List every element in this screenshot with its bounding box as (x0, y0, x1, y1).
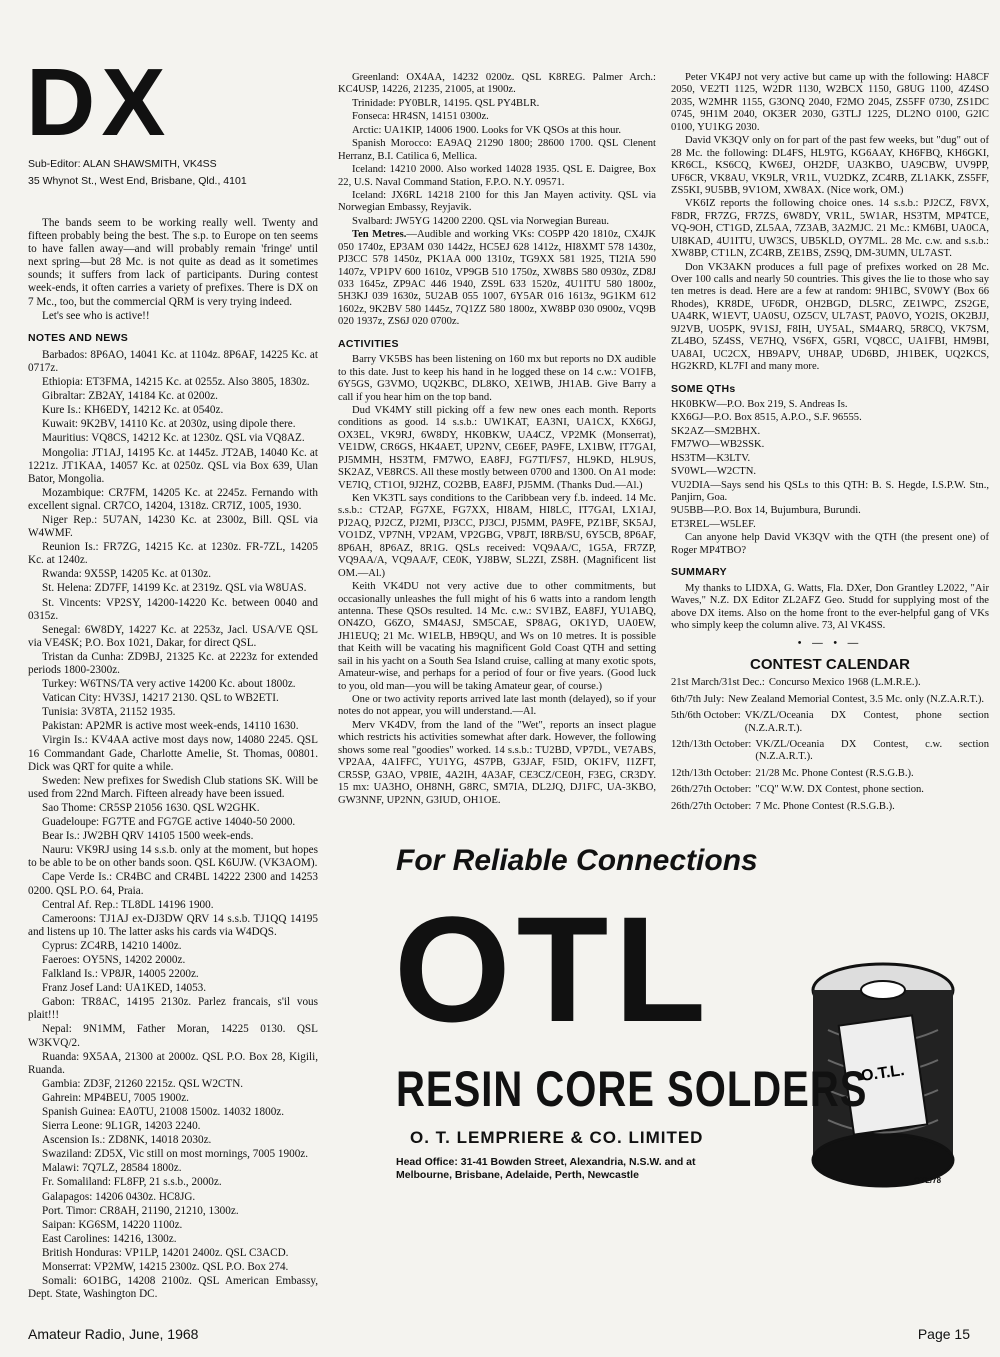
notes-item: Cyprus: ZC4RB, 14210 1400z. (42, 939, 182, 952)
ad-brand-logo: OTL (394, 885, 712, 1053)
summary-text: My thanks to LIDXA, G. Watts, Fla. DXer, Don Grantley L2022, "Air Waves," N.Z. DX Editor ZL2AFZ Geo. Studd for supplying most of the above DX items. Also on the home front to the ever-helpful gang of VKs who simply keep the column alive. 73, Al VK4SS. (671, 582, 989, 631)
sub-editor-address: 35 Whynot St., West End, Brisbane, Qld., 4101 (28, 175, 247, 187)
ad-company: O. T. LEMPRIERE & CO. LIMITED (410, 1128, 704, 1147)
calendar-date: 6th/7th July: (671, 693, 725, 705)
column-right (671, 72, 989, 817)
calendar-date: 26th/27th October: (671, 784, 752, 796)
notes-item: Gabon: TR8AC, 14195 2130z. Parlez francais, s'il vous plait!!! (28, 996, 318, 1022)
notes-item: British Honduras: VP1LP, 14201 2400z. QSL C3ACD. (42, 1246, 289, 1259)
intro-paragraph: The bands seem to be working really well. Twenty and fifteen probably being the best. The s.p. to Europe on ten seems to have fallen away—and will probably remain 'fringe' until next spring—but 28 Mc. is not quite as dead as it sometimes sounds; it suffers from lack of participants. During contest week-ends, it often carries a variety of prefixes. There is DX on 7 Mc., too, but the commercial QRM is very trying indeed. (28, 217, 318, 308)
activity-paragraph: Keith VK4DU not very active due to other commitments, but occasionally unleashes the full might of his 6 watts into a random length antenna. These QSOs resulted. 14 Mc. c.w.: SV1BZ, EA8FJ, YU1ABQ, ON4ZO, G6ZO, SM4ASJ, SM5CAE, SP8AG, OK1YD, UA0EW, JH1EUQ; 21 Mc. W1ELB, HB9QU, and Ws on 10 metres. It is possible that Keith will be vacating his magnificent Gold Coast QTH and setting sail in his yacht on a South Sea Island cruise, calling at many exotic spots, Amateur-wise, and perhaps for a period of four or five years. (Good luck to you, old man—you will be taking Amateur gear, of course.) (338, 581, 656, 692)
sub-editor-block (28, 156, 328, 190)
notes-item: Kure Is.: KH6EDY, 14212 Kc. at 0540z. (42, 404, 224, 417)
notes-item: Malawi: 7Q7LZ, 28584 1800z. (42, 1162, 182, 1175)
notes-item: Turkey: W6TNS/TA very active 14200 Kc. about 1800z. (42, 678, 296, 691)
notes-item: Fonseca: HR4SN, 14151 0300z. (352, 111, 489, 123)
calendar-entry (671, 801, 989, 813)
notes-item: Virgin Is.: KV4AA active most days now, 14080 2245. QSL 16 Commandant Gade, Charlotte Amelie, St. Thomas, 00801. Dick was QRT for quite a while. (28, 734, 318, 773)
notes-item: Port. Timor: CR8AH, 21190, 21210, 1300z. (42, 1204, 239, 1217)
notes-item: Trinidade: PY0BLR, 14195. QSL PY4BLR. (352, 97, 540, 109)
ten-metres-text: —Audible and working VKs: CO5PP 420 1810z, CX4JK 050 1740z, EP3AM 030 1442z, HC5EJ 628 1412z, HI8XMT 578 1430z, PJ3CC 578 1450z, PK1AA 000 1310z, TG9XX 581 1925, TI2IA 590 1407z, VP1PV 600 1610z, VP9GB 510 1750z, XW8BS 580 0930z, ZD8J 033 1645z, ZP9AC 446 1940, ZS9L 633 1520z, 4U1ITU 580 1800z, 5H3KJ 039 1630z, 5U2AB 055 1007, 6Y5AR 016 1613z, 9G1KM 612 1602z, 9K2BV 580 1445z, 7Q1ZZ 580 1800z, XW8BP 030 0900z, VQ9B 020 1937z, ZS6J 020 0700z. (338, 229, 656, 328)
notes-item: Ethiopia: ET3FMA, 14215 Kc. at 0255z. Also 3805, 1830z. (42, 376, 310, 389)
activities-heading: ACTIVITIES (338, 337, 399, 350)
notes-item: Mozambique: CR7FM, 14205 Kc. at 2245z. Fernando with excellent signal. CR7CO, 14204, 1318z. CR7IZ, 1005, 1930. (28, 486, 318, 512)
calendar-entry (671, 677, 989, 689)
notes-item: Tunisia: 3V8TA, 21152 1935. (42, 706, 176, 719)
calendar-date: 12th/13th October: (671, 739, 752, 750)
notes-item: Falkland Is.: VP8JR, 14005 2200z. (42, 968, 199, 981)
notes-item: Gambia: ZD3F, 21260 2215z. QSL W2CTN. (42, 1077, 244, 1090)
notes-item: Gibraltar: ZB2AY, 14184 Kc. at 0200z. (42, 390, 218, 403)
calendar-event: Concurso Mexico 1968 (L.M.R.E.). (768, 677, 921, 689)
summary-heading: SUMMARY (671, 566, 727, 579)
notes-heading: NOTES AND NEWS (28, 331, 129, 344)
activity-paragraph: One or two activity reports arrived late last month (delayed), so if your notes do not appear, you will understand.—Al. (338, 694, 656, 718)
qth-item: SK2AZ—SM2BHX. (671, 425, 761, 437)
notes-item: Barbados: 8P6AO, 14041 Kc. at 1104z. 8P6AF, 14225 Kc. at 0717z. (28, 348, 318, 374)
footer-publication: Amateur Radio, June, 1968 (28, 1326, 199, 1342)
qth-item: ET3REL—W5LEF. (671, 518, 756, 530)
notes-item: Svalbard: JW5YG 14200 2200. QSL via Norwegian Bureau. (352, 215, 610, 227)
qth-item: FM7WO—WB2SSK. (671, 439, 765, 451)
intro (28, 217, 318, 323)
calendar-date: 21st March/31st Dec.: (671, 677, 765, 689)
notes-item: Ruanda: 9X5AA, 21300 at 2000z. QSL P.O. Box 28, Kigili, Ruanda. (28, 1050, 318, 1076)
ad-code: OTL/78 (914, 1176, 942, 1185)
notes-item: Monserrat: VP2MW, 14215 2300z. QSL P.O. Box 274. (42, 1261, 289, 1274)
notes-item: Iceland: 14210 2000. Also worked 14028 1935. QSL E. Daigree, Box 22, U.S. Naval Command Station, F.P.O. N.Y. 09571. (338, 164, 656, 188)
notes-item: Central Af. Rep.: TL8DL 14196 1900. (42, 898, 214, 911)
notes-item: Reunion Is.: FR7ZG, 14215 Kc. at 1230z. FR-7ZL, 14205 Kc. at 1240z. (28, 541, 318, 567)
notes-item: Senegal: 6W8DY, 14227 Kc. at 2253z, Jacl. USA/VE QSL via VE4SK; P.O. Box 1021, Dakar, for direct QSL. (28, 623, 318, 649)
notes-item: Niger Rep.: 5U7AN, 14230 Kc. at 2300z, Bill. QSL via W4WMF. (28, 513, 318, 540)
column-middle (338, 72, 656, 808)
qth-item: HS3TM—K3LTV. (671, 452, 751, 464)
notes-item: Nauru: VK9RJ using 14 s.s.b. only at the moment, but hopes to be able to be on other bands soon. QSL K6UJW. (VK3AOM). (28, 844, 318, 870)
notes-item: Kuwait: 9K2BV, 14110 Kc. at 2030z, using dipole there. (42, 418, 296, 431)
calendar-entry (671, 739, 989, 764)
calendar-date: 26th/27th October: (671, 800, 752, 812)
qth-item: 9U5BB—P.O. Box 14, Bujumbura, Burundi. (671, 505, 861, 517)
qths-heading: SOME QTHs (671, 382, 736, 395)
notes-item: Mongolia: JT1AJ, 14195 Kc. at 1445z. JT2AB, 14040 Kc. at 1221z. JT1KAA, 14057 Kc. at 0250z. QSL via Box 639, Ulan Bator, Mongolia. (28, 446, 318, 485)
page-title: DX (26, 49, 172, 156)
notes-item: St. Vincents: VP2SY, 14200-14220 Kc. between 0040 and 0315z. (28, 596, 318, 622)
qths-closing: Can anyone help David VK3QV with the QTH (the present one) of Roger MP4TBO? (671, 532, 989, 556)
calendar-event: VK/ZL/Oceania DX Contest, phone section (N.Z.A.R.T.). (744, 710, 989, 734)
qth-item: SV0WL—W2CTN. (671, 466, 757, 478)
intro-paragraph: Let's see who is active!! (42, 309, 150, 322)
qth-item: KX6GJ—P.O. Box 8515, A.P.O., S.F. 96555. (671, 412, 862, 424)
notes-item: Iceland: JX6RL 14218 2100 for this Jan Mayen activity. QSL via Norwegian Embassy, Reyjavik. (338, 189, 656, 214)
notes-item: Rwanda: 9X5SP, 14205 Kc. at 0130z. (42, 568, 212, 581)
activity-paragraph: Dud VK4MY still picking off a few new ones each month. Reports conditions as good. 14 s.s.b.: UW1KAT, EA3NI, UA1CX, KX6GJ, OX3EL, VK9RJ, 6W8DY, HK0BKW, UA4CZ, VP2MK (Monserrat), VE1DW, CR6GS, HK4AET, UP2NV, CE6EF, PA9FE, LX1BW, IT7GAI, PJ5MMH, HS3TM, FM7WO, EA8FJ, FG7TI/FS7, HL9KD, HL9US, SK2AZ, VE8RCS. All these mostly between 0700 and 1300. On A1 mode: VE7IQ, CT1OI, 9J2HZ, CO2BB, EA8FJ, PJ5MM. (Thanks Dud.—Al.) (338, 404, 656, 491)
notes-item: Bear Is.: JW2BH QRV 14105 1500 week-ends. (42, 830, 254, 843)
qth-item: HK0BKW—P.O. Box 219, S. Andreas Is. (671, 398, 848, 410)
calendar-entry (671, 768, 989, 780)
notes-item: Pakistan: AP2MR is active most week-ends, 14110 1630. (42, 720, 299, 733)
spool-label: O.T.L. (860, 1062, 906, 1085)
notes-item: East Carolines: 14216, 1300z. (42, 1232, 177, 1245)
notes-item: Ascension Is.: ZD8NK, 14018 2030z. (42, 1134, 212, 1147)
notes-item: Faeroes: OY5NS, 14202 2000z. (42, 953, 186, 966)
calendar-entry (671, 784, 989, 796)
calendar-date: 12th/13th October: (671, 767, 752, 779)
ad-headline: For Reliable Connections (396, 844, 758, 877)
notes-item: Spanish Morocco: EA9AQ 21290 1800; 28600 1700. QSL Clenent Herranz, B.I. Catilica 6, Mellica. (338, 138, 656, 162)
calendar-date: 5th/6th October: (671, 710, 741, 722)
notes-item: Swaziland: ZD5X, Vic still on most mornings, 7005 1900z. (42, 1148, 309, 1161)
activities-part1 (338, 354, 656, 807)
activity-paragraph: David VK3QV only on for part of the past few weeks, but "dug" out of 28 Mc. the following: DL4FS, HL9TG, KG6AAY, KH6FBQ, KH6GKI, KR6CL, KS6CQ, KW6EJ, OH2DF, UA3KBO, UA9CBW, UV9PP, UF6CR, VK8AU, VK9LR, VR1L, VU2DKZ, ZC4RB, ZL1AKK, ZS5FF, ZS5KI, 9U5BB, 9V1OM, XW8AX. (Nice work, OM.) (671, 135, 989, 196)
activity-paragraph: Don VK3AKN produces a full page of prefixes worked on 28 Mc. Over 100 calls and nearly 50 countries. This gives the lie to those who say ten metres is dead. Here are a few at random: 9H1BC, SV0WY (Box 66 Rhodes), KR8DE, UF6DR, OH2BGD, DL5RC, ZE1WPC, ZS2GE, UA4RK, W1EVT, UA0SU, OZ5CV, UL7AST, PA0VO, YO2IS, OK2BJJ, 9J2VB, UO5PK, 9V1SJ, F8IH, UY5AL, SM4ARQ, 5R8CQ, VK7SM, ZL4BO, 5Z4SS, VE7HQ, VS6FX, G5RI, VQ8CC, UA1FBI, HM9BI, UA8AI, UC2CX, HB9APV, UH8AP, UD6BD, JH1BEK, UQ2KCS, HG2KRD, KL7FI and many more. (671, 261, 989, 373)
calendar-entry (671, 710, 989, 735)
qths-list (671, 399, 989, 531)
notes-item: Fr. Somaliland: FL8FP, 21 s.s.b., 2000z. (42, 1176, 222, 1189)
calendar-event: New Zealand Memorial Contest, 3.5 Mc. only (N.Z.A.R.T.). (728, 693, 985, 705)
notes-item: Mauritius: VQ8CS, 14212 Kc. at 1230z. QSL via VQ8AZ. (42, 432, 305, 445)
notes-item: Spanish Guinea: EA0TU, 21008 1500z. 14032 1800z. (42, 1106, 285, 1118)
notes-list-part2 (338, 72, 656, 228)
footer-page-number: Page 15 (917, 1326, 970, 1342)
notes-list-part1 (28, 349, 318, 1301)
notes-item: Galapagos: 14206 0430z. HC8JG. (42, 1190, 196, 1203)
notes-item: Sierra Leone: 9L1GR, 14203 2240. (42, 1120, 201, 1133)
sub-editor-name: Sub-Editor: ALAN SHAWSMITH, VK4SS (28, 158, 217, 170)
activity-paragraph: Barry VK5BS has been listening on 160 mx but reports no DX audible to this date. Just to keep his hand in he logged these on 14 c.w.: VO1FB, 6Y5GS, G3VMO, UQ2KBC, DL8KO, XE1WB, JH1AB. Give Barry a call if you hear him on the top band. (338, 354, 656, 403)
activity-paragraph: Ken VK3TL says conditions to the Caribbean very f.b. indeed. 14 Mc. s.s.b.: CT2AP, FG7XE, FG7XX, HI8AM, HI8LC, IT7GAI, LX1AJ, PJ2AQ, PJ2CZ, PJ2MI, PJ3CC, PJ3CJ, PJ5MM, PA9FE, PZ1BF, SK5AJ, VO1DZ, VP7NH, VP2AM, VP2GBG, VP8JT, I8RB/SU, 6Y5CB, 8P6AF, 8P6AH, 8P6AZ, 8R1G. QSLs received: VQ9AA/C, 1G5A, FR7ZP, VQ9AA/A, VQ9AA/F, CE0K, YJ8BW, SL2ZI, ZS8H. (Magnificent list OM.—Al.) (338, 493, 656, 579)
notes-item: Sao Thome: CR5SP 21056 1630. QSL W2GHK. (42, 801, 260, 814)
notes-item: Saipan: KG6SM, 14220 1100z. (42, 1218, 183, 1231)
activity-paragraph: Merv VK4DV, from the land of the "Wet", reports an insect plague which restricts his activities somewhat after dark. However, the following shows some real "goodies" worked. 14 s.s.b.: TU2BD, VP7DL, VE7ABS, VP2AA, 4A1FFC, YU1YG, 4S7PB, G3JAF, F5ID, OK1FV, I1ZFT, CR5SP, G3AO, VP8IE, 4A2IH, 4A3AF, CE3CZ/CE0H, F3EG, CR3DY. 15 mx: UA3HO, OH8NH, G8RC, SM7IA, DL2JQ, DJ1FC, UA-3KBO, GW3NNF, UP2NN, G3IUD, OH1OE. (338, 719, 656, 806)
calendar-entry (671, 694, 989, 706)
ten-metres-label: Ten Metres. (352, 229, 407, 241)
contest-calendar-title: CONTEST CALENDAR (750, 655, 910, 673)
otl-advertisement (338, 840, 988, 1315)
notes-item: Somali: 6O1BG, 14208 2100z. QSL American Embassy, Dept. State, Washington DC. (28, 1275, 318, 1301)
calendar-event: VK/ZL/Oceania DX Contest, c.w. section (N.Z.A.R.T.). (755, 739, 989, 763)
calendar-event: 21/28 Mc. Phone Contest (R.S.G.B.). (755, 767, 914, 779)
notes-item: Tristan da Cunha: ZD9BJ, 21325 Kc. at 2223z for extended periods 1800-2300z. (28, 650, 318, 676)
activities-part2 (671, 72, 989, 374)
ad-product: RESIN CORE SOLDERS (396, 1062, 868, 1117)
column-left (28, 217, 318, 1302)
contest-calendar-list (671, 677, 989, 813)
notes-item: Arctic: UA1KIP, 14006 1900. Looks for VK QSOs at this hour. (352, 124, 622, 136)
separator: • — • — (797, 638, 863, 650)
calendar-event: "CQ" W.W. DX Contest, phone section. (755, 784, 924, 796)
notes-item: Sweden: New prefixes for Swedish Club stations SK. Will be used from 22nd March. Fifteen already have been issued. (28, 774, 318, 800)
notes-item: Greenland: OX4AA, 14232 0200z. QSL K8REG. Palmer Arch.: KC4USP, 14226, 21235, 21005, at 1900z. (338, 72, 656, 96)
notes-item: St. Helena: ZD7FF, 14199 Kc. at 2319z. QSL via W8UAS. (42, 582, 307, 595)
notes-item: Gahrein: MP4BEU, 7005 1900z. (42, 1091, 189, 1104)
notes-item: Guadeloupe: FG7TE and FG7GE active 14040-50 2000. (42, 816, 296, 829)
ten-metres-paragraph (338, 229, 656, 329)
notes-item: Nepal: 9N1MM, Father Moran, 14225 0130. QSL W3KVQ/2. (28, 1023, 318, 1049)
notes-item: Vatican City: HV3SJ, 14217 2130. QSL to WB2ETI. (42, 692, 279, 705)
notes-item: Cape Verde Is.: CR4BC and CR4BL 14222 2300 and 14253 0200. QSL P.O. 64, Praia. (28, 871, 318, 897)
calendar-event: 7 Mc. Phone Contest (R.S.G.B.). (755, 800, 895, 812)
notes-item: Cameroons: TJ1AJ ex-DJ3DW QRV 14 s.s.b. TJ1QQ 14195 and listens up 10. The latter asks his cards via W4DQS. (28, 912, 318, 938)
activity-paragraph: VK6IZ reports the following choice ones. 14 s.s.b.: PJ2CZ, F8VX, F8DR, FR7ZG, FR7ZS, 6W8DY, VR1L, 5W1AR, HS3TM, MP4TCE, VQ-9OH, CT1GD, ZL5AA, 7Z3AB, 3A2MJC. 21 Mc.: KM6BI, UA0CA, UI8KAD, 4U1ITU, UW3CS, UB5KLD, OY7ML. 28 Mc. c.w. and s.s.b.: XW8BP, CT1LN, ZC4RB, ZE1BS, ZS9Q, DM-3UMN, UL7AST. (671, 198, 989, 260)
qth-item: VU2DIA—Says send his QSLs to this QTH: B. S. Hegde, I.S.P.W. Stn., Panjirn, Goa. (671, 479, 989, 503)
activity-paragraph: Peter VK4PJ not very active but came up with the following: HA8CF 2050, VE2TI 1125, W2DR 1130, W2BCX 1150, G8UG 1100, 4Z4SO 2035, W2MHR 1155, G3ONQ 2040, F2MO 2045, ZS5FF 0730, ZS1DC 0745, 9H1M 2040, OK3ER 2030, G3TLJ 1225, DL2NO 0100, G2IC 0100, YU1KG 2030. (671, 72, 989, 133)
ad-address: Head Office: 31-41 Bowden Street, Alexandria, N.S.W. and at Melbourne, Brisbane, Adelaide, Perth, Newcastle (396, 1156, 696, 1181)
notes-item: Franz Josef Land: UA1KED, 14053. (42, 982, 207, 995)
